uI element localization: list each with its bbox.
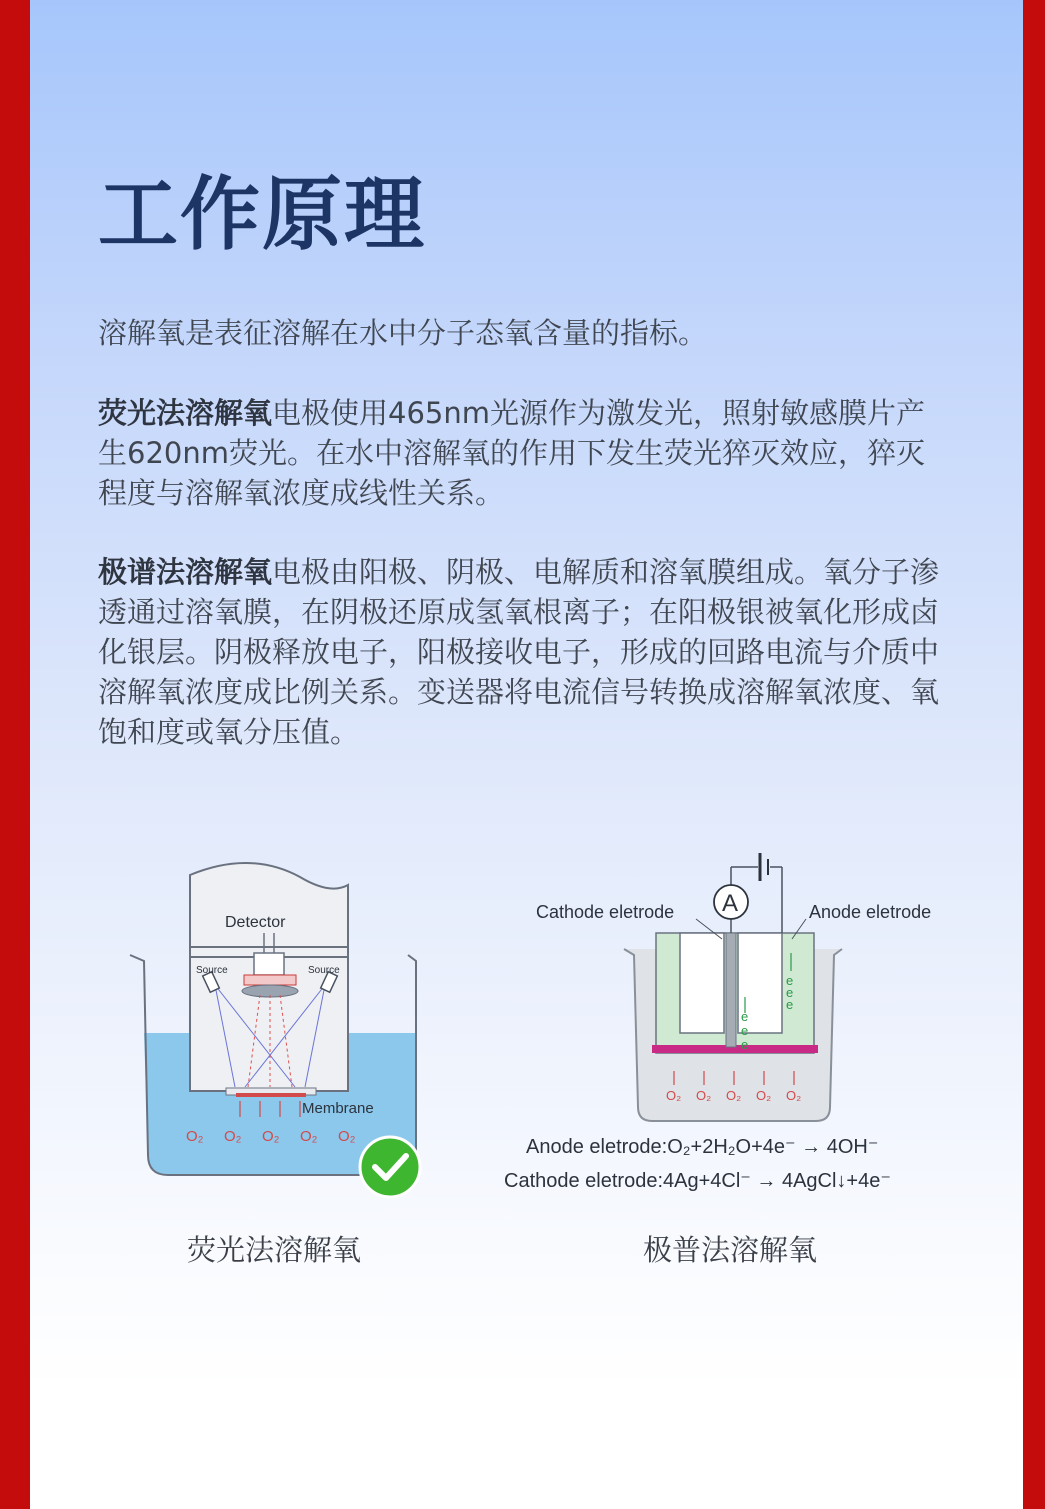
cathode-electrode-label: Cathode eletrode: [536, 902, 675, 922]
polarographic-caption: 极普法溶解氧: [642, 1233, 817, 1267]
o2-molecule: O₂: [756, 1088, 772, 1103]
polarographic-term: 极谱法溶解氧: [98, 555, 273, 589]
fluorescence-term: 荧光法溶解氧: [98, 396, 273, 430]
o2-molecule: O₂: [186, 1128, 204, 1145]
cathode-block: [680, 933, 724, 1033]
left-red-border: [0, 0, 30, 1509]
o2-molecule: O₂: [726, 1088, 742, 1103]
electron: e: [741, 1009, 749, 1024]
fluorescence-paragraph: [98, 393, 948, 513]
o2-molecule: O₂: [300, 1128, 318, 1145]
anode-electrode-label: Anode eletrode: [809, 902, 932, 922]
o2-molecule: O₂: [786, 1088, 802, 1103]
cathode-equation: Cathode eletrode:4Ag+4Cl⁻ → 4AgCl↓+4e⁻: [504, 1170, 891, 1192]
o2-molecule: O₂: [262, 1128, 280, 1145]
electron: e: [786, 997, 794, 1012]
fluorescence-text: 电极使用465nm光源作为激发光，照射敏感膜片产生620nm荧光。在水中溶解氧的作用下发生荧光猝灭效应，猝灭程度与溶解氧浓度成线性关系。: [98, 396, 925, 510]
right-red-border: [1023, 0, 1045, 1509]
polarographic-text: 电极由阳极、阴极、电解质和溶氧膜组成。氧分子渗透通过溶氧膜，在阴极还原成氢氧根离子；在阳极银被氧化形成卤化银层。阴极释放电子，阳极接收电子，形成的回路电流与介质中溶解氧浓度成比例关系。变送器将电流信号转换成溶解氧浓度、氧饱和度或氧分压值。: [98, 555, 940, 749]
o2-molecule: O₂: [666, 1088, 682, 1103]
electron: e: [786, 973, 794, 988]
detector-block: [254, 953, 284, 975]
fluorescence-sensor-diagram: [120, 855, 440, 1205]
polarographic-sensor-diagram: [500, 845, 990, 1200]
electron: e: [741, 1037, 749, 1052]
polarographic-paragraph: [98, 552, 948, 752]
check-icon: [360, 1137, 420, 1197]
anode-equation: Anode eletrode:O₂+2H₂O+4e⁻ → 4OH⁻: [526, 1136, 879, 1158]
detector-label: Detector: [225, 914, 286, 931]
ammeter-label: A: [722, 890, 739, 917]
o2-molecule: O₂: [338, 1128, 356, 1145]
fluorescence-caption: 荧光法溶解氧: [186, 1233, 361, 1267]
electron: e: [741, 1023, 749, 1038]
o2-molecule: O₂: [696, 1088, 712, 1103]
electron: e: [786, 985, 794, 1000]
intro-paragraph: 溶解氧是表征溶解在水中分子态氧含量的指标。: [98, 316, 708, 350]
battery-icon: [760, 853, 768, 881]
source-left-label: Source: [196, 965, 228, 976]
membrane-label: Membrane: [302, 1100, 374, 1117]
page-title: 工作原理: [98, 168, 426, 261]
o2-molecule: O₂: [224, 1128, 242, 1145]
source-right-label: Source: [308, 965, 340, 976]
central-electrode: [726, 933, 736, 1047]
